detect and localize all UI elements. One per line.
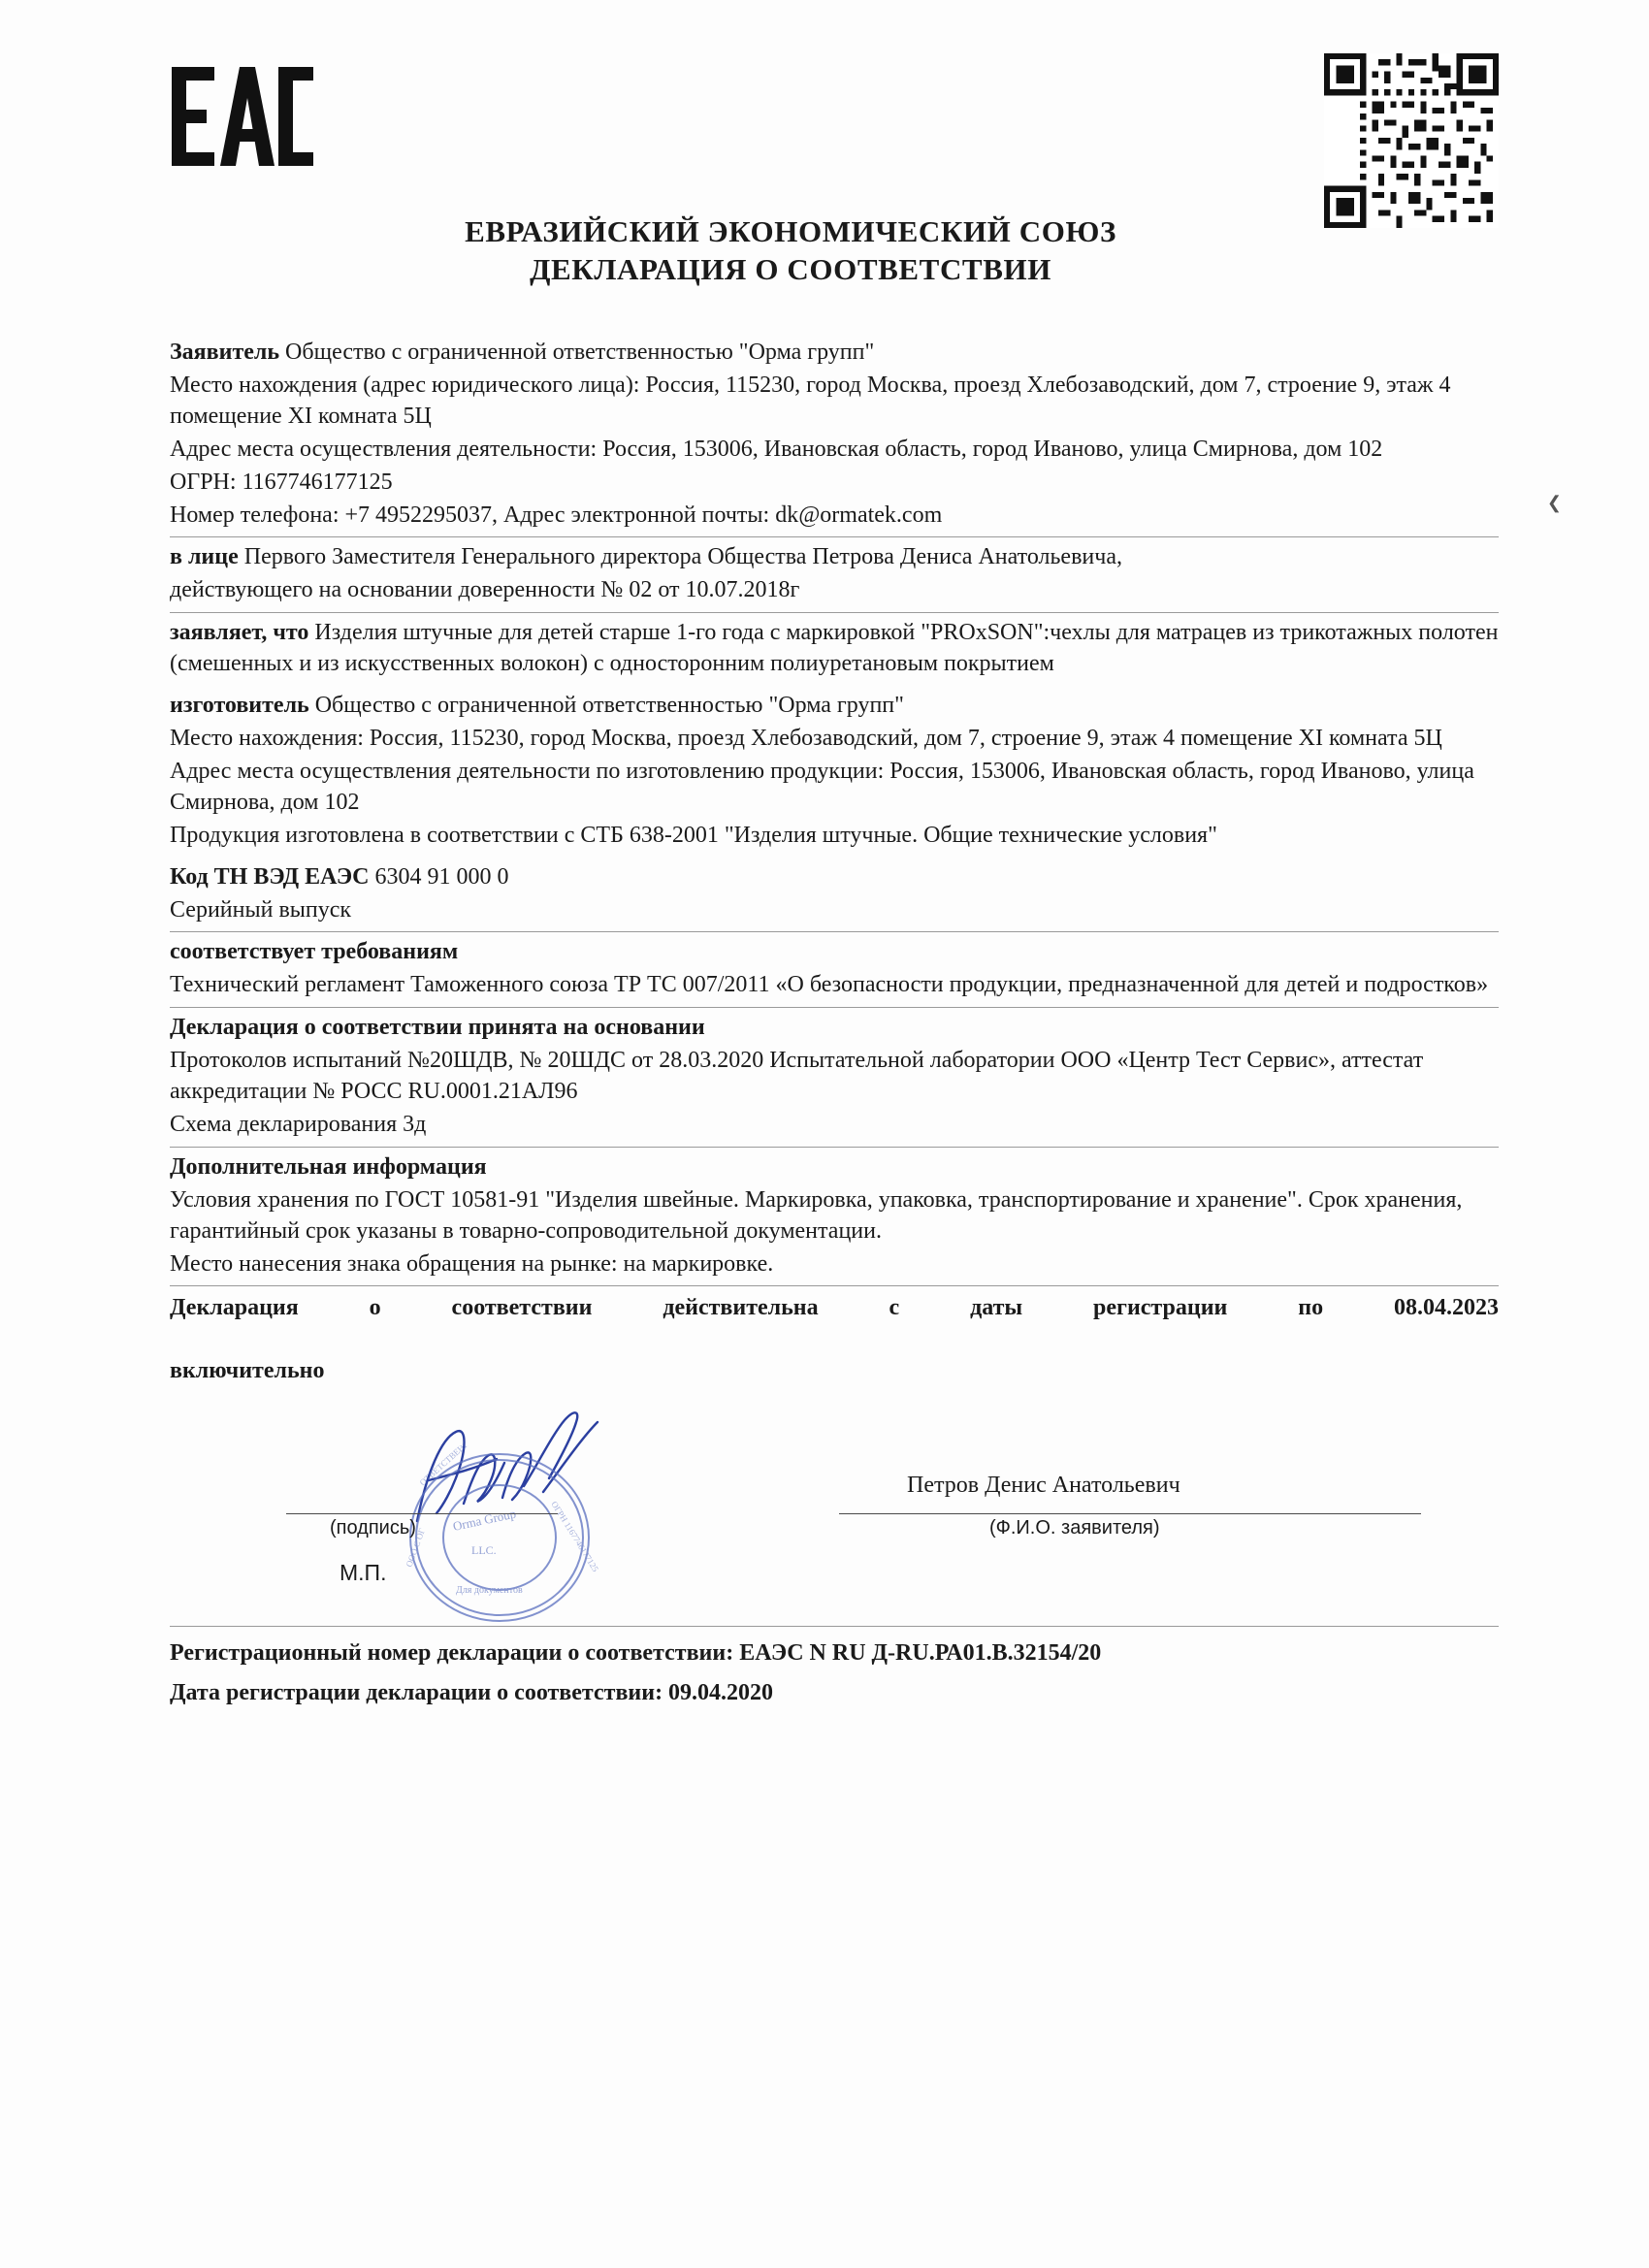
document-header xyxy=(170,53,1499,286)
svg-text:Orma Group: Orma Group xyxy=(451,1506,518,1534)
applicant-activity-address: Адрес места осуществления деятельности: Россия, 153006, Ивановская область, город Иваново, улица Смирнова, дом 102 xyxy=(170,436,1383,462)
representative-text: Первого Заместителя Генерального директора Общества Петрова Дениса Анатольевича, xyxy=(243,544,1122,570)
manufacturer-block xyxy=(170,686,1499,858)
applicant-address: Место нахождения (адрес юридического лица): Россия, 115230, город Москва, проезд Хлебозаводский, дом 7, строение 9, этаж 4 помещение XI комната 5Ц xyxy=(170,372,1451,429)
eac-mark-icon xyxy=(170,63,315,170)
conformity-text: Технический регламент Таможенного союза ТР ТС 007/2011 «О безопасности продукции, предназначенной для детей и подростков» xyxy=(170,972,1489,998)
code-block xyxy=(170,858,1499,933)
code-line xyxy=(170,861,1499,894)
signatory-name: Петров Денис Анатольевич xyxy=(907,1472,1180,1498)
document-title xyxy=(286,213,1295,289)
applicant-contacts: Номер телефона: +7 4952295037, Адрес электронной почты: dk@ormatek.com xyxy=(170,502,943,528)
applicant-block xyxy=(170,333,1499,537)
basis-protocols: Протоколов испытаний №20ШДВ, № 20ШДС от 28.03.2020 Испытательной лаборатории ООО «Центр Тест Сервис», аттестат аккредитации № РОСС RU.0001.21АЛ96 xyxy=(170,1048,1424,1105)
manufacturer-line xyxy=(170,690,1499,723)
representative-label: в лице xyxy=(170,544,239,570)
validity-inclusive: включительно xyxy=(170,1358,325,1384)
representative-block xyxy=(170,537,1499,613)
manufacturer-production-address: Адрес места осуществления деятельности по изготовлению продукции: Россия, 153006, Ивановская область, город Иваново, улица Смирнова, дом 102 xyxy=(170,758,1474,815)
validity-date: 08.04.2023 xyxy=(1394,1295,1500,1321)
svg-text:ООО С ОГ: ООО С ОГ xyxy=(404,1526,428,1569)
signature-zone xyxy=(170,1397,1499,1601)
basis-block xyxy=(170,1008,1499,1148)
additional-line-2: Место нанесения знака обращения на рынке: на маркировке. xyxy=(170,1250,774,1277)
code-label: Код ТН ВЭД ЕАЭС xyxy=(170,863,370,890)
qr-code-icon xyxy=(1324,53,1499,228)
code-release: Серийный выпуск xyxy=(170,896,352,923)
signature-caption: (подпись) xyxy=(330,1516,416,1539)
signatory-line xyxy=(839,1513,1421,1514)
manufacturer-location: Место нахождения: Россия, 115230, город Москва, проезд Хлебозаводский, дом 7, строение 9, этаж 4 помещение XI комната 5Ц xyxy=(170,725,1442,751)
validity-block xyxy=(170,1286,1499,1386)
declares-label: заявляет, что xyxy=(170,620,309,646)
representative-line xyxy=(170,541,1499,574)
manufacturer-standard: Продукция изготовлена в соответствии с СТБ 638-2001 "Изделия штучные. Общие технические условия" xyxy=(170,822,1217,848)
stamp-place-label: М.П. xyxy=(340,1559,387,1585)
validity-text: Декларация о соответствии действительна с даты регистрации по xyxy=(170,1295,1324,1321)
svg-text:ОТВЕТСТВЕННОСТЬЮ: ОТВЕТСТВЕННОСТЬЮ xyxy=(417,1444,495,1488)
additional-label: Дополнительная информация xyxy=(170,1153,487,1180)
title-line-1: ЕВРАЗИЙСКИЙ ЭКОНОМИЧЕСКИЙ СОЮЗ xyxy=(465,214,1116,248)
additional-line-1: Условия хранения по ГОСТ 10581-91 "Изделия швейные. Маркировка, упаковка, транспортирование и хранение". Срок хранения, гарантийный срок указаны в товарно-сопроводительной документации. xyxy=(170,1186,1463,1244)
validity-line xyxy=(170,1292,1499,1355)
basis-label: Декларация о соответствии принята на основании xyxy=(170,1015,705,1041)
document-content xyxy=(170,53,1499,1706)
basis-scheme: Схема декларирования 3д xyxy=(170,1111,427,1137)
conformity-block xyxy=(170,932,1499,1008)
document-body xyxy=(170,333,1499,1387)
declares-line xyxy=(170,617,1499,681)
signature-line xyxy=(286,1513,558,1514)
manufacturer-label: изготовитель xyxy=(170,693,309,719)
applicant-name: Общество с ограниченной ответственностью "Орма групп" xyxy=(285,340,875,365)
additional-info-block xyxy=(170,1148,1499,1287)
title-line-2: ДЕКЛАРАЦИЯ О СООТВЕТСТВИИ xyxy=(530,251,1051,286)
manufacturer-name: Общество с ограниченной ответственностью "Орма групп" xyxy=(314,693,904,719)
declares-text: Изделия штучные для детей старше 1-го года с маркировкой "PROxSON":чехлы для матрацев из трикотажных полотен (смешенных и из искусственных волокон) с односторонним полиуретановым покрытием xyxy=(170,620,1499,677)
scan-artifact: ❮ xyxy=(1546,493,1562,512)
svg-text:Для документов: Для документов xyxy=(456,1584,523,1596)
registration-footer xyxy=(170,1626,1499,1706)
conformity-label: соответствует требованиям xyxy=(170,939,459,965)
svg-text:ОГРН 1167746177125: ОГРН 1167746177125 xyxy=(549,1499,601,1573)
declares-block xyxy=(170,613,1499,686)
registration-number: Регистрационный номер декларации о соответствии: ЕАЭС N RU Д-RU.РА01.В.32154/20 xyxy=(170,1626,1499,1667)
signatory-caption: (Ф.И.О. заявителя) xyxy=(989,1516,1160,1539)
code-value: 6304 91 000 0 xyxy=(374,863,509,890)
registration-date: Дата регистрации декларации о соответствии: 09.04.2020 xyxy=(170,1679,774,1705)
svg-text:LLC.: LLC. xyxy=(471,1542,497,1557)
representative-basis: действующего на основании доверенности № 02 от 10.07.2018г xyxy=(170,577,800,603)
applicant-label: Заявитель xyxy=(170,340,280,365)
applicant-line xyxy=(170,337,1499,370)
applicant-ogrn: ОГРН: 1167746177125 xyxy=(170,469,393,495)
